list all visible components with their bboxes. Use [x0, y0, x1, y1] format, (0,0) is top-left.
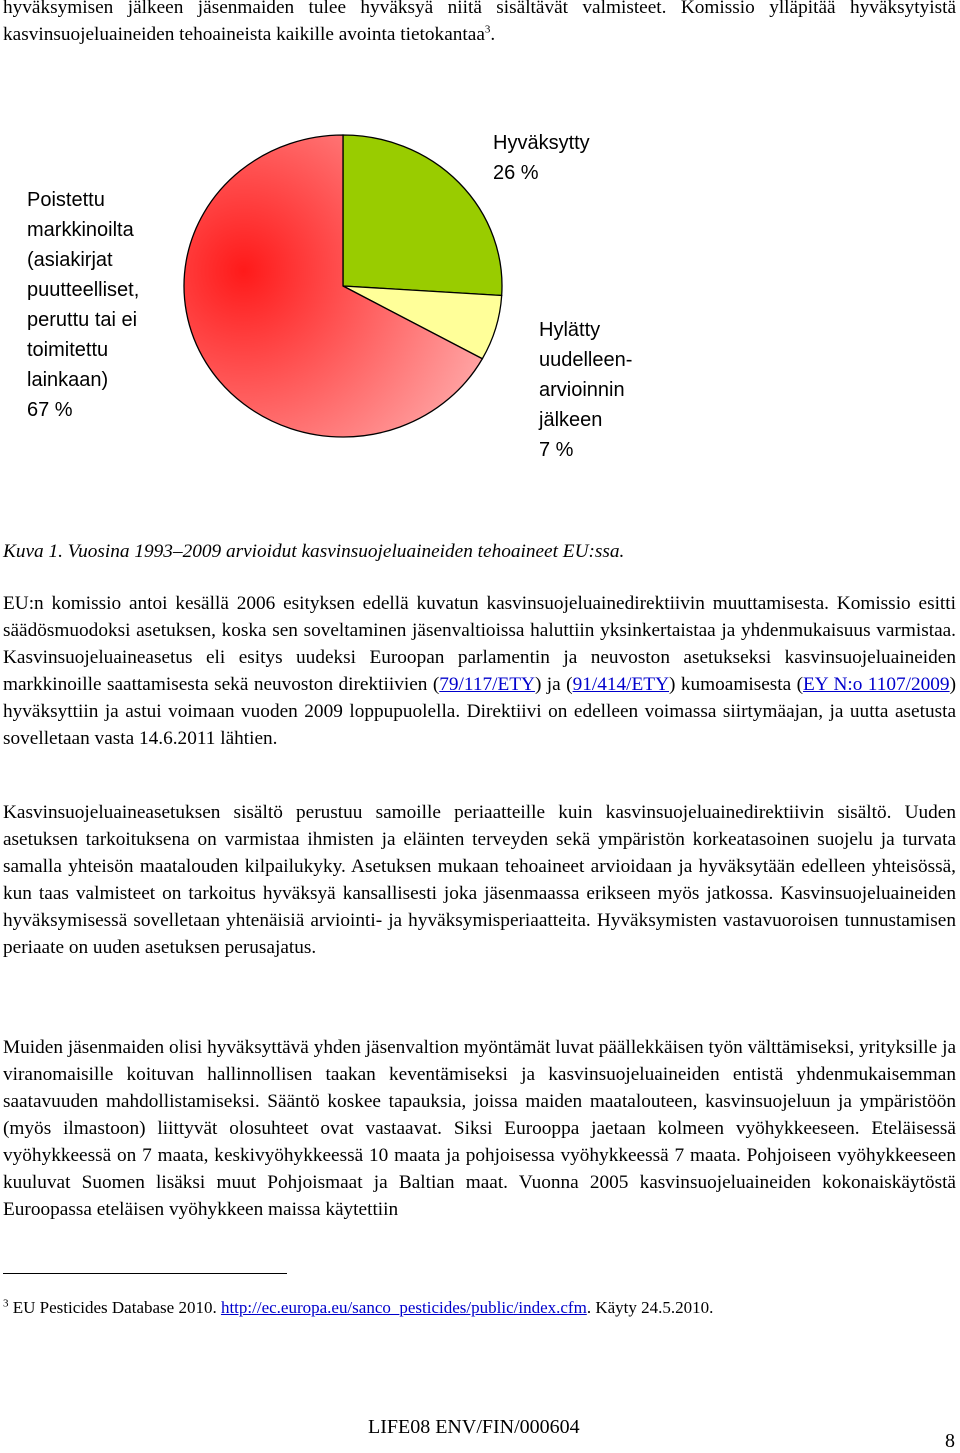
pie-chart	[0, 0, 960, 510]
pie-label-withdrawn-line: Poistettu	[27, 189, 105, 211]
pie-label-approved	[493, 128, 590, 188]
pie-chart-svg	[0, 0, 960, 510]
pie-label-withdrawn-line: (asiakirjat	[27, 249, 113, 271]
link-91-414-ety[interactable]: 91/414/ETY	[572, 674, 669, 695]
figure-caption: Kuva 1. Vuosina 1993–2009 arvioidut kasvinsuojeluaineiden tehoaineet EU:ssa.	[3, 541, 625, 562]
pie-label-rejected-line: Hylätty	[539, 319, 601, 341]
paragraph-4: Muiden jäsenmaiden olisi hyväksyttävä yhden jäsenvaltion myöntämät luvat päällekkäisen työn välttämiseksi, yrityksille ja viranomaisille koituvan hallinnollisen taakan keventämiseksi ja kasvinsuojeluaineiden entistä yhdenmukaisemman saatavuuden mahdollistamiseksi. Sääntö koskee tapauksia, joissa maiden maatalouteen, kasvinsuojeluun ja ympäristöön (myös ilmastoon) liittyvät olosuhteet ovat vastaavat. Siksi Eurooppa jaetaan kolmeen vyöhykkeeseen. Eteläisessä vyöhykkeessä on 7 maata, keskivyöhykkeessä 10 maata ja pohjoisessa vyöhykkeessä 7 maata. Pohjoiseen vyöhykkeeseen kuuluvat Suomen lisäksi muut Pohjoismaat ja Baltian maat. Vuonna 2005 kasvinsuojeluaineiden kokonaiskäytöstä Euroopassa eteläisen vyöhykkeen maissa käytettiin	[3, 1037, 956, 1220]
footnote-ref[interactable]: 3	[484, 23, 491, 36]
pie-label-withdrawn-line: markkinoilta	[27, 219, 134, 241]
pie-label-approved-line: Hyväksytty	[493, 132, 590, 154]
intro-paragraph: hyväksymisen jälkeen jäsenmaiden tulee hyväksyä niitä sisältävät valmisteet. Komissio ylläpitää hyväksytyistä kasvinsuojeluaineiden tehoaineista kaikille avointa tietokantaa$^3$.	[3, 0, 956, 45]
pie-label-withdrawn-line: peruttu tai ei	[27, 309, 138, 331]
pie-slices	[184, 135, 502, 437]
pie-label-rejected-line: uudelleen-	[539, 349, 633, 371]
pie-label-withdrawn	[27, 185, 139, 425]
pie-label-rejected-line: jälkeen	[539, 409, 603, 431]
pie-label-approved-line: 26 %	[493, 162, 539, 184]
footnote-separator	[3, 1273, 287, 1274]
link-ey-1107-2009[interactable]: EY N:o 1107/2009	[803, 674, 950, 695]
pie-label-withdrawn-line: lainkaan)	[27, 369, 109, 391]
pie-label-withdrawn-line: toimitettu	[27, 339, 109, 361]
footnote: $^3$ EU Pesticides Database 2010. http://ec.europa.eu/sanco_pesticides/public/index.cfm. Käyty 24.5.2010.	[3, 1297, 714, 1317]
paragraph-2: EU:n komissio antoi kesällä 2006 esityksen edellä kuvatun kasvinsuojeluainedirektiivin muuttamisesta. Komissio esitti säädösmuodoksi asetuksen, koska sen soveltaminen jäsenvaltioissa haluttiin yksinkertaistaa ja yhdenmukaisuus varmistaa. Kasvinsuojeluaineasetus eli esitys uudeksi Euroopan parlamentin ja neuvoston asetukseksi kasvinsuojeluaineiden markkinoille saattamisesta sekä neuvoston direktiivien (79/117/ETY) ja (91/414/ETY) kumoamisesta (EY N:o 1107/2009) hyväksyttiin ja astui voimaan vuoden 2009 loppupuolella. Direktiivi on edelleen voimassa siirtymäajan, ja uutta asetusta sovelletaan vasta 14.6.2011 lähtien.	[3, 593, 956, 749]
pie-label-rejected-line: arvioinnin	[539, 379, 625, 401]
footnote-link[interactable]: http://ec.europa.eu/sanco_pesticides/public/index.cfm	[220, 1298, 587, 1317]
pie-label-rejected	[539, 315, 632, 465]
paragraph-3: Kasvinsuojeluaineasetuksen sisältö perustuu samoille periaatteille kuin kasvinsuojeluainedirektiivin sisältö. Uuden asetuksen tarkoituksena on varmistaa ihmisten ja eläinten terveyden sekä ympäristön korkeatasoinen suojelu ja turvata samalla yhteisön maatalouden kilpailukyky. Asetuksen mukaan tehoaineet arvioidaan ja hyväksytään edelleen yhteisössä, kun taas valmisteet on tarkoitus hyväksyä kansallisesti joka jäsenmaassa erikseen myös jatkossa. Kasvinsuojeluaineiden hyväksymisessä sovelletaan yhtenäisiä arviointi- ja hyväksymisperiaatteita. Hyväksymisten vastavuoroisen tunnustamisen periaate on uuden asetuksen perusajatus.	[3, 802, 956, 958]
pie-label-withdrawn-line: 67 %	[27, 399, 73, 421]
pie-label-withdrawn-line: puutteelliset,	[27, 279, 140, 301]
pie-slice-approved	[343, 135, 502, 295]
page-number: 8	[945, 1430, 955, 1452]
pie-label-rejected-line: 7 %	[539, 439, 574, 461]
footer-project-code: LIFE08 ENV/FIN/000604	[368, 1416, 580, 1438]
link-79-117-ety[interactable]: 79/117/ETY	[439, 674, 535, 695]
